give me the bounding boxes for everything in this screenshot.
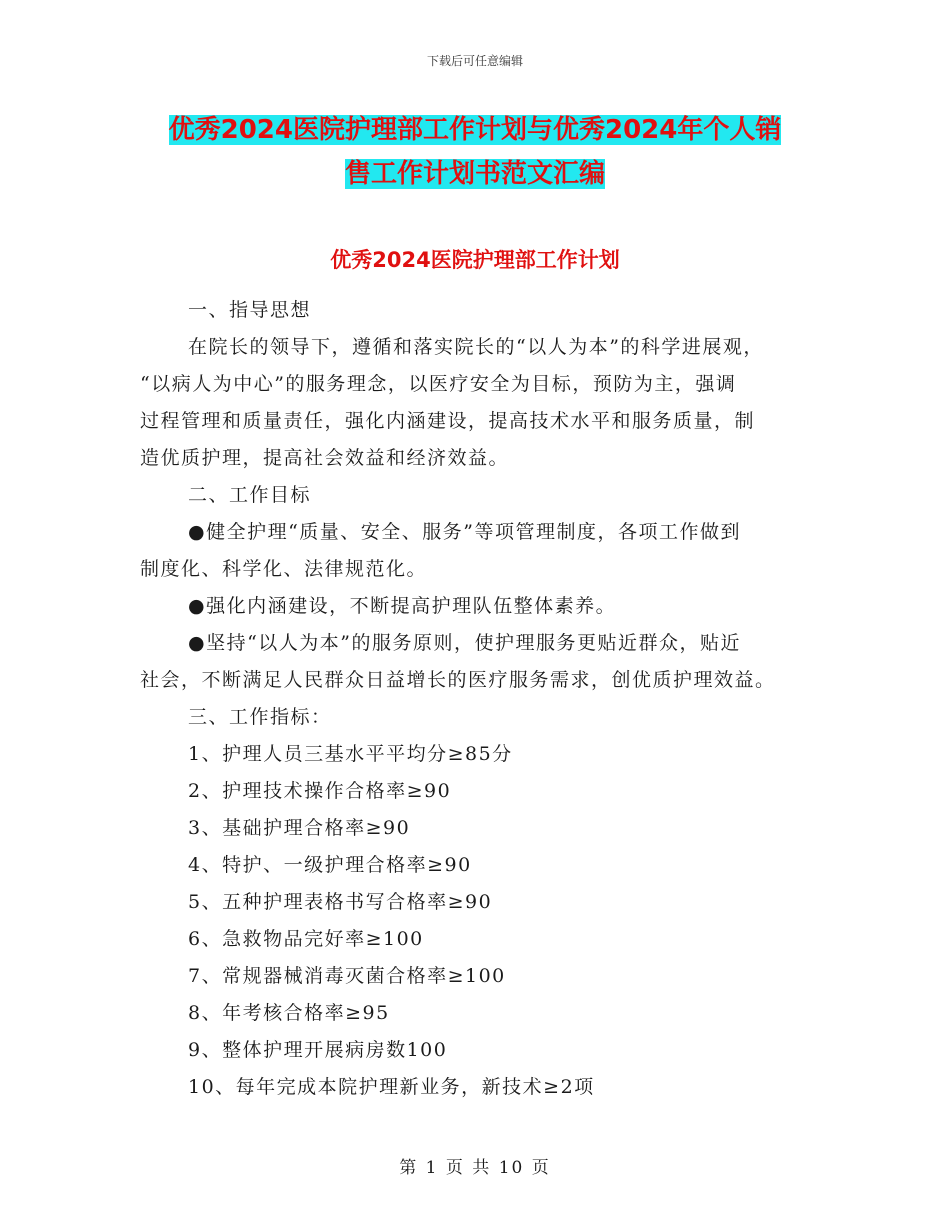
heading-work-goals: 二、工作目标 [188,484,312,506]
page-number-footer: 第 1 页 共 10 页 [399,1158,551,1178]
page-header-note: 下载后可任意编辑 [426,54,523,68]
paragraph-line: 造优质护理，提高社会效益和经济效益。 [140,447,510,469]
document-title-line-2: 售工作计划书范文汇编 [344,159,605,189]
paragraph-line: 在院长的领导下，遵循和落实院长的“以人为本”的科学进展观， [188,336,764,358]
document-body [140,292,810,1106]
bullet-line: ●强化内涵建设，不断提高护理队伍整体素养。 [188,595,617,617]
indicator-item: 10、每年完成本院护理新业务，新技术≥2项 [188,1076,595,1098]
indicator-item: 1、护理人员三基水平平均分≥85分 [188,743,513,765]
section-title: 优秀2024医院护理部工作计划 [330,248,620,272]
heading-guiding-thought: 一、指导思想 [188,299,312,321]
paragraph-line: 制度化、科学化、法律规范化。 [140,558,428,580]
indicator-item: 5、五种护理表格书写合格率≥90 [188,891,493,913]
document-title [140,108,810,196]
indicator-item: 2、护理技术操作合格率≥90 [188,780,452,802]
paragraph-line: “以病人为中心”的服务理念，以医疗安全为目标，预防为主，强调 [140,373,737,395]
bullet-line: ●坚持“以人为本”的服务原则，使护理服务更贴近群众，贴近 [188,632,742,654]
indicator-item: 7、常规器械消毒灭菌合格率≥100 [188,965,506,987]
indicator-item: 8、年考核合格率≥95 [188,1002,390,1024]
indicator-item: 6、急救物品完好率≥100 [188,928,424,950]
indicator-item: 4、特护、一级护理合格率≥90 [188,854,472,876]
paragraph-line: 社会，不断满足人民群众日益增长的医疗服务需求，创优质护理效益。 [140,669,776,691]
indicator-item: 9、整体护理开展病房数100 [188,1039,448,1061]
paragraph-line: 过程管理和质量责任，强化内涵建设，提高技术水平和服务质量，制 [140,410,756,432]
indicator-item: 3、基础护理合格率≥90 [188,817,411,839]
document-title-line-1: 优秀2024医院护理部工作计划与优秀2024年个人销 [168,115,782,145]
bullet-line: ●健全护理“质量、安全、服务”等项管理制度，各项工作做到 [188,521,742,543]
heading-work-indicators: 三、工作指标： [188,706,332,728]
